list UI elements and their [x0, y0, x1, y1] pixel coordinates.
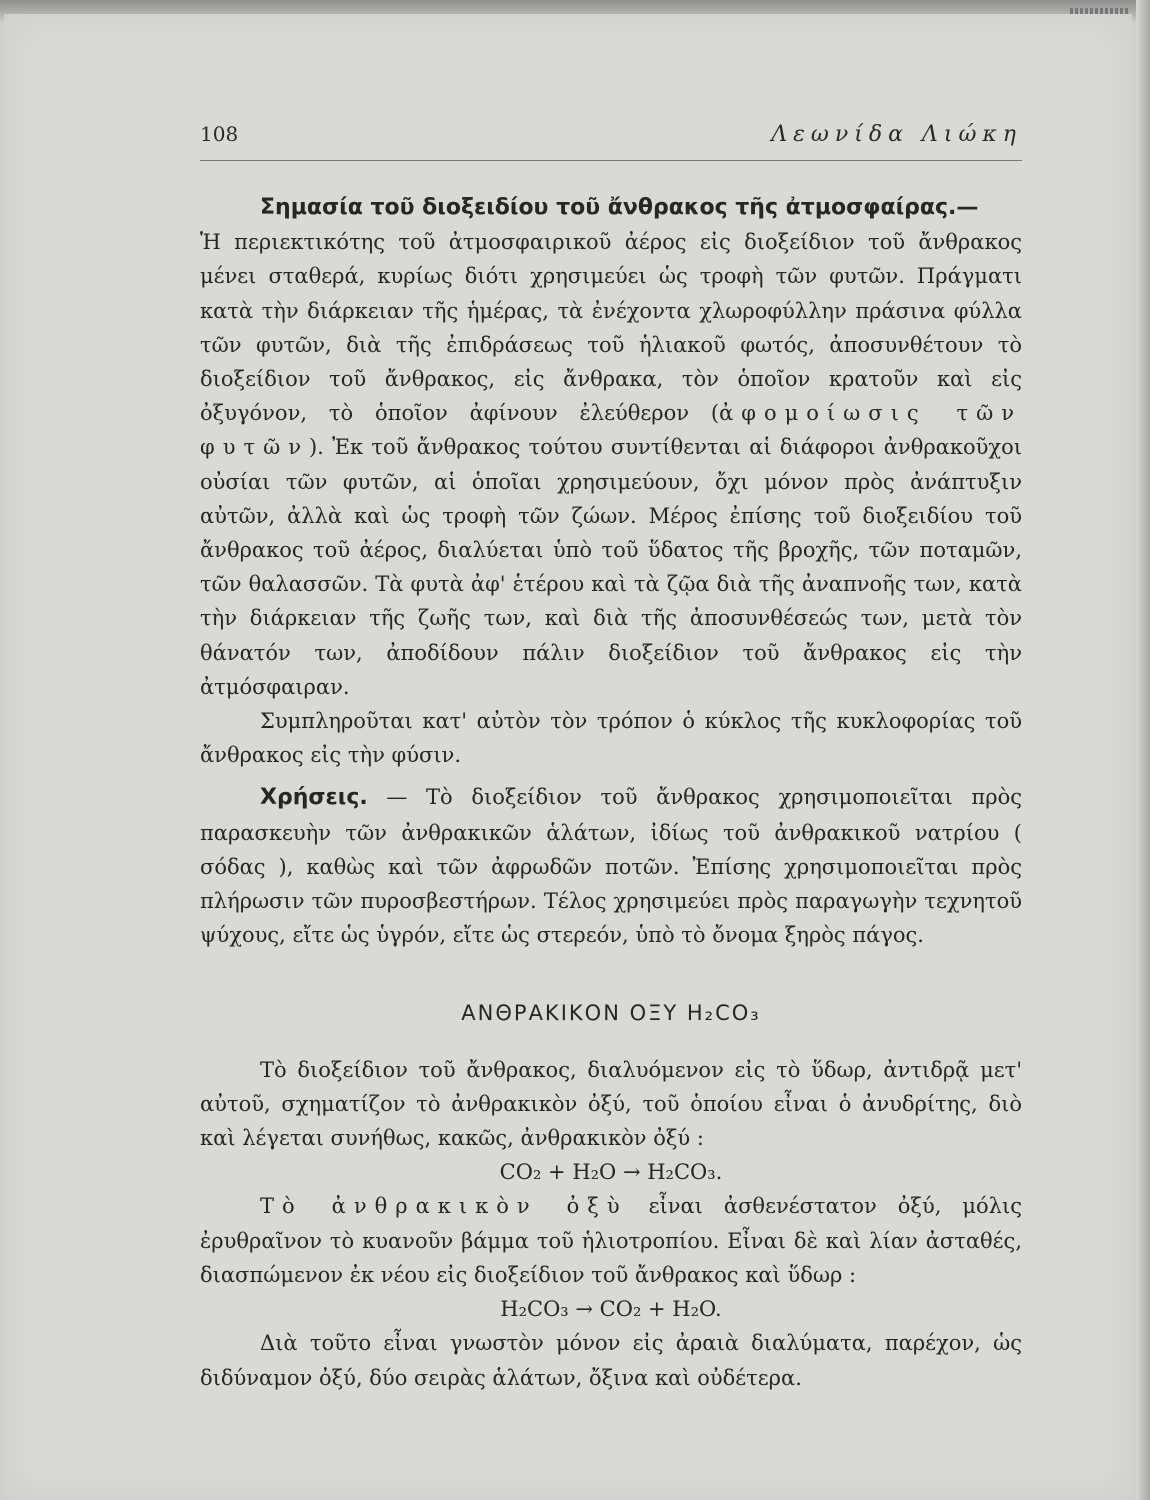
running-title: Λεωνίδα Λιώκη: [771, 122, 1022, 147]
header-rule: [200, 160, 1022, 161]
paragraph-significance: [200, 225, 1022, 704]
heading-uses: Χρήσεις.: [260, 785, 368, 811]
section-title-carbonic-acid: ΑΝΘΡΑΚΙΚΟΝ ΟΞΥ H₂CO₃: [461, 1001, 761, 1026]
paragraph-cycle: Συμπληροῦται κατ' αὐτὸν τὸν τρόπον ὁ κύκλος τῆς κυκλοφορίας τοῦ ἄνθρακος εἰς τὴν φύσιν.: [200, 709, 1022, 768]
paragraph-text: — Τὸ διοξείδιον τοῦ ἄνθρακος χρησιμοποιεῖται πρὸς παρασκευὴν τῶν ἀνθρακικῶν ἁλάτων, ἰδίως τοῦ ἀνθρακικοῦ νατρίου ( σόδας ), καθὼς καὶ τῶν ἀφρωδῶν ποτῶν. Ἐπίσης χρησιμοποιεῖται πρὸς πλήρωσιν τῶν πυροσβεστήρων. Τέλος χρησιμεύει πρὸς παραγωγὴν τεχνητοῦ ψύχους, εἴτε ὡς ὑγρόν, εἴτε ὡς στερεόν, ὑπὸ τὸ ὄνομα ξηρὸς πάγος.: [200, 785, 1022, 948]
spaced-term: ἀφομοίωσις τῶν φυτῶν: [200, 401, 1022, 460]
paragraph-carbonic-2: [200, 1189, 1022, 1292]
paragraph-carbonic-1: Τὸ διοξείδιον τοῦ ἄνθρακος, διαλυόμενον εἰς τὸ ὕδωρ, ἀντιδρᾷ μετ' αὐτοῦ, σχηματίζον τὸ ἀνθρακικὸν ὀξύ, τοῦ ὁποίου εἶναι ὁ ἀνυδρίτης, διὸ καὶ λέγεται συνήθως, κακῶς, ἀνθρακικὸν ὀξύ :: [200, 1057, 1022, 1151]
paragraph-text: εἶναι ἀσθενέστατον ὀξύ, μόλις ἐρυθραῖνον τὸ κυανοῦν βάμμα τοῦ ἡλιοτροπίου. Εἶναι δὲ καὶ λίαν ἀσταθές, διασπώμενον ἐκ νέου εἰς διοξείδιον τοῦ ἄνθρακος καὶ ὕδωρ :: [200, 1194, 1022, 1287]
paragraph-uses: [200, 780, 1022, 952]
spaced-term: Τὸ ἀνθρακικὸν ὀξὺ: [260, 1194, 628, 1219]
equation-decomposition: H₂CO₃ → CO₂ + H₂O.: [500, 1297, 722, 1322]
equation-formation: CO₂ + H₂O → H₂CO₃.: [499, 1160, 723, 1185]
scan-right-edge: [1136, 0, 1150, 1500]
page-body: [200, 190, 1022, 1395]
paragraph-text: Ἡ περιεκτικότης τοῦ ἀτμοσφαιρικοῦ ἀέρος εἰς διοξείδιον τοῦ ἄνθρακος μένει σταθερά, κυρίως διότι χρησιμεύει ὡς τροφὴ τῶν φυτῶν. Πράγματι κατὰ τὴν διάρκειαν τῆς ἡμέρας, τὰ ἐνέχοντα χλωροφύλλην πράσινα φύλλα τῶν φυτῶν, διὰ τῆς ἐπιδράσεως τοῦ ἡλιακοῦ φωτός, ἀποσυνθέτουν τὸ διοξείδιον τοῦ ἄνθρακος, εἰς ἄνθρακα, τὸν ὁποῖον κρατοῦν καὶ εἰς ὀξυγόνον, τὸ ὁποῖον ἀφίνουν ἐλεύθερον (: [200, 230, 1022, 426]
paragraph-carbonic-3: Διὰ τοῦτο εἶναι γνωστὸν μόνον εἰς ἀραιὰ διαλύματα, παρέχον, ὡς διδύναμον ὀξύ, δύο σειρὰς ἁλάτων, ὄξινα καὶ οὐδέτερα.: [200, 1331, 1022, 1390]
section-heading-significance: [200, 190, 1022, 225]
page-header: [200, 122, 1022, 152]
paragraph-text: ). Ἐκ τοῦ ἄνθρακος τούτου συντίθενται αἱ διάφοροι ἀνθρακοῦχοι οὐσίαι τῶν φυτῶν, αἱ ὁποῖαι χρησιμεύουν, ὄχι μόνον πρὸς ἀνάπτυξιν αὐτῶν, ἀλλὰ καὶ ὡς τροφὴ τῶν ζώων. Μέρος ἐπίσης τοῦ διοξειδίου τοῦ ἄνθρακος τοῦ ἀέρος, διαλύεται ὑπὸ τοῦ ὕδατος τῆς βροχῆς, τῶν ποταμῶν, τῶν θαλασσῶν. Τὰ φυτὰ ἀφ' ἑτέρου καὶ τὰ ζῷα διὰ τῆς ἀναπνοῆς των, κατὰ τὴν διάρκειαν τῆς ζωῆς των, καὶ διὰ τῆς ἀποσυνθέσεώς των, μετὰ τὸν θάνατόν των, ἀποδίδουν πάλιν διοξείδιον τοῦ ἄνθρακος εἰς τὴν ἀτμόσφαιραν.: [200, 435, 1022, 699]
heading-significance: Σημασία τοῦ διοξειδίου τοῦ ἄνθρακος τῆς ἀτμοσφαίρας.—: [260, 195, 979, 220]
page-number: 108: [200, 122, 239, 146]
